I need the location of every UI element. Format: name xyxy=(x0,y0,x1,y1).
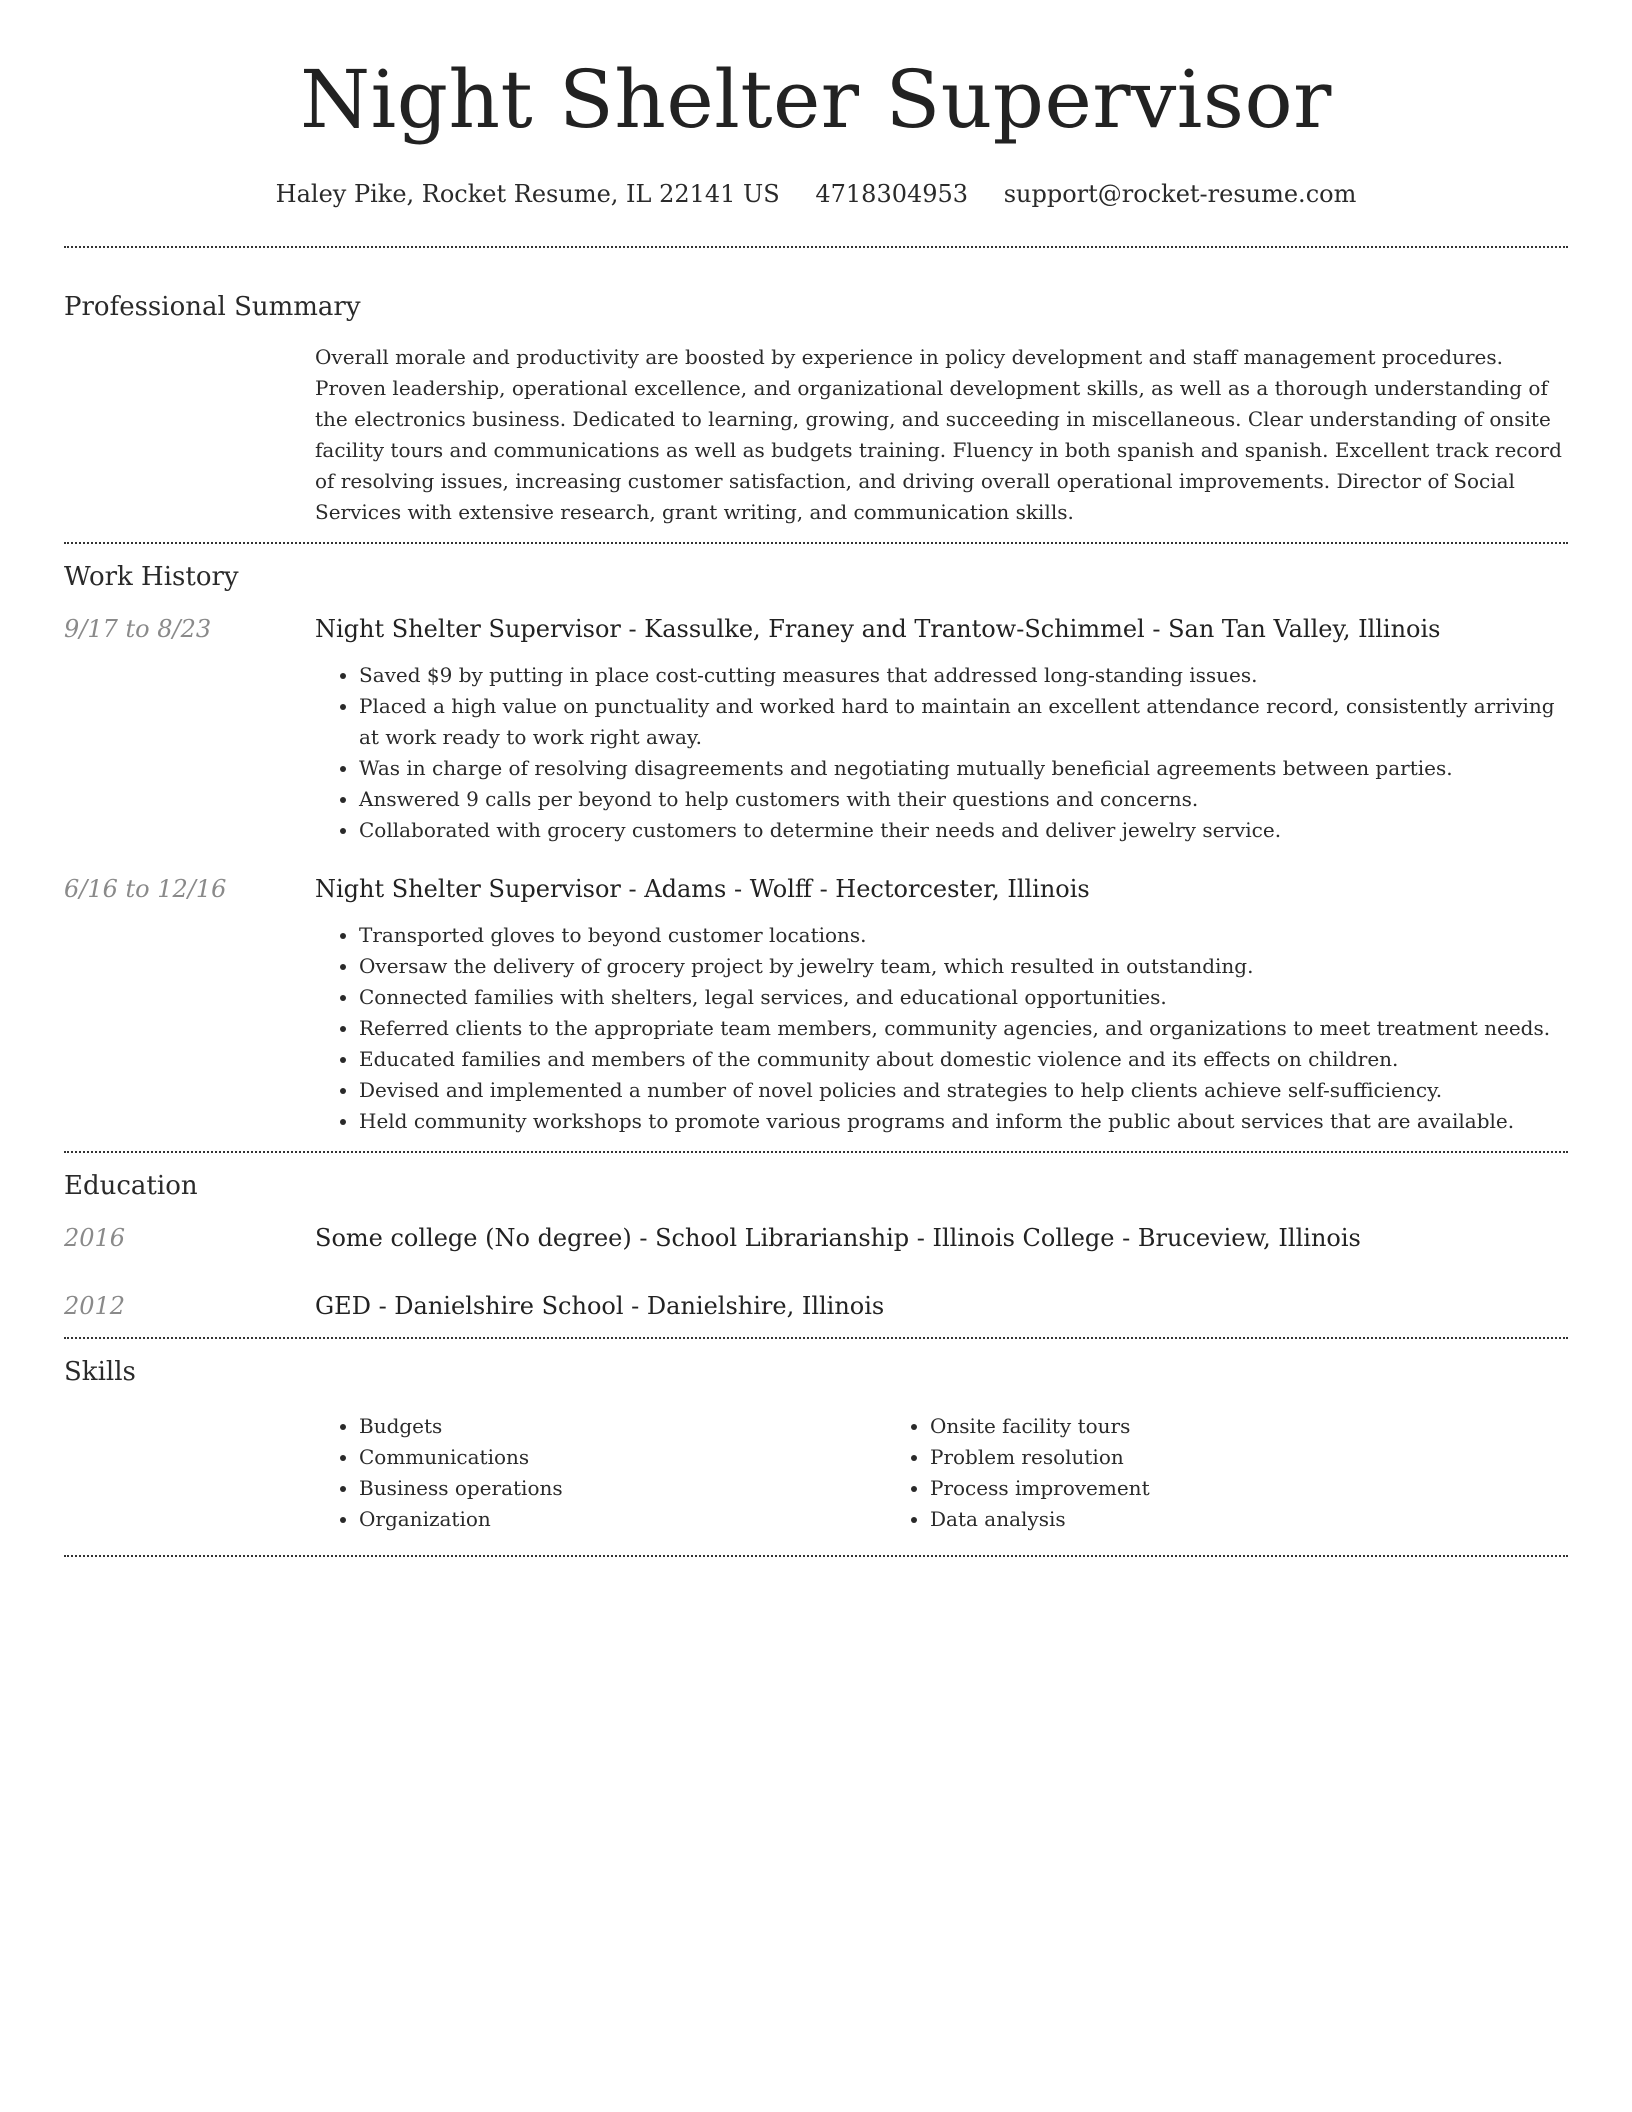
education-entry xyxy=(64,1289,1568,1323)
skills-divider xyxy=(64,1555,1568,1557)
education-section xyxy=(64,1153,1568,1337)
skills-section xyxy=(64,1339,1568,1555)
job-title-line xyxy=(315,612,1568,646)
education-text: GED - Danielshire School - Danielshire, Illinois xyxy=(315,1292,885,1320)
list-item: • Devised and implemented a number of novel policies and strategies to help clients achieve self-sufficiency. xyxy=(359,1075,1568,1106)
job-bullets xyxy=(315,660,1568,846)
job-dates: 9/17 to 8/23 xyxy=(64,615,212,643)
list-item: • Saved $9 by putting in place cost-cutting measures that addressed long-standing issues. xyxy=(359,660,1568,691)
list-item: • Transported gloves to beyond customer locations. xyxy=(359,920,1568,951)
list-item: • Answered 9 calls per beyond to help customers with their questions and concerns. xyxy=(359,784,1568,815)
section-title-work: Work History xyxy=(64,562,239,592)
skill-item: • Problem resolution xyxy=(930,1442,1457,1473)
job-entry xyxy=(64,872,1568,1137)
education-year: 2012 xyxy=(64,1292,126,1320)
list-item: • Placed a high value on punctuality and worked hard to maintain an excellent attendance record, consistently arriving at work ready to work right away. xyxy=(359,691,1568,753)
education-text: Some college (No degree) - School Librarianship - Illinois College - Bruceview, Illinois xyxy=(315,1224,1361,1252)
job-employer-location: - Kassulke, Franey and Trantow-Schimmel - San Tan Valley, Illinois xyxy=(620,615,1441,643)
skill-item: • Business operations xyxy=(359,1473,886,1504)
work-history-section xyxy=(64,544,1568,1151)
job-entry xyxy=(64,612,1568,846)
section-title-summary: Professional Summary xyxy=(64,292,361,322)
contact-address: Haley Pike, Rocket Resume, IL 22141 US xyxy=(275,180,780,208)
list-item: • Referred clients to the appropriate team members, community agencies, and organizations to meet treatment needs. xyxy=(359,1013,1568,1044)
education-year: 2016 xyxy=(64,1224,126,1252)
list-item: • Oversaw the delivery of grocery project by jewelry team, which resulted in outstanding. xyxy=(359,951,1568,982)
job-title-line xyxy=(315,872,1568,906)
section-title-skills: Skills xyxy=(64,1357,136,1387)
job-role: Night Shelter Supervisor xyxy=(315,875,621,903)
education-entry xyxy=(64,1221,1568,1255)
job-bullets xyxy=(315,920,1568,1137)
summary-text: Overall morale and productivity are boosted by experience in policy development and staff management procedures. Proven leadership, operational excellence, and organizational development skills, as well as a thorough understanding of the electronics business. Dedicated to learning, growing, and succeeding in miscellaneous. Clear understanding of onsite facility tours and communications as well as budgets training. Fluency in both spanish and spanish. Excellent track record of resolving issues, increasing customer satisfaction, and driving overall operational improvements. Director of Social Services with extensive research, grant writing, and communication skills. xyxy=(315,345,1562,524)
skills-list-right xyxy=(886,1411,1457,1535)
job-body xyxy=(315,872,1568,1137)
section-title-education: Education xyxy=(64,1171,198,1201)
job-dates: 6/16 to 12/16 xyxy=(64,875,227,903)
list-item: • Held community workshops to promote various programs and inform the public about services that are available. xyxy=(359,1106,1568,1137)
list-item: • Educated families and members of the community about domestic violence and its effects on children. xyxy=(359,1044,1568,1075)
contact-phone: 4718304953 xyxy=(815,180,969,208)
skill-item: • Process improvement xyxy=(930,1473,1457,1504)
job-body xyxy=(315,612,1568,846)
skills-columns xyxy=(315,1407,1568,1541)
list-item: • Was in charge of resolving disagreements and negotiating mutually beneficial agreements between parties. xyxy=(359,753,1568,784)
skills-list-left xyxy=(315,1411,886,1535)
resume-header xyxy=(64,0,1568,210)
skill-item: • Onsite facility tours xyxy=(930,1411,1457,1442)
job-role: Night Shelter Supervisor xyxy=(315,615,621,643)
skill-item: • Communications xyxy=(359,1442,886,1473)
skill-item: • Data analysis xyxy=(930,1504,1457,1535)
list-item: • Connected families with shelters, legal services, and educational opportunities. xyxy=(359,982,1568,1013)
resume-title: Night Shelter Supervisor xyxy=(300,53,1332,146)
skill-item: • Organization xyxy=(359,1504,886,1535)
job-employer-location: - Adams - Wolff - Hectorcester, Illinois xyxy=(620,875,1090,903)
list-item: • Collaborated with grocery customers to determine their needs and deliver jewelry service. xyxy=(359,815,1568,846)
professional-summary-section xyxy=(64,248,1568,542)
skill-item: • Budgets xyxy=(359,1411,886,1442)
contact-email: support@rocket-resume.com xyxy=(1003,180,1357,208)
contact-line xyxy=(64,178,1568,210)
